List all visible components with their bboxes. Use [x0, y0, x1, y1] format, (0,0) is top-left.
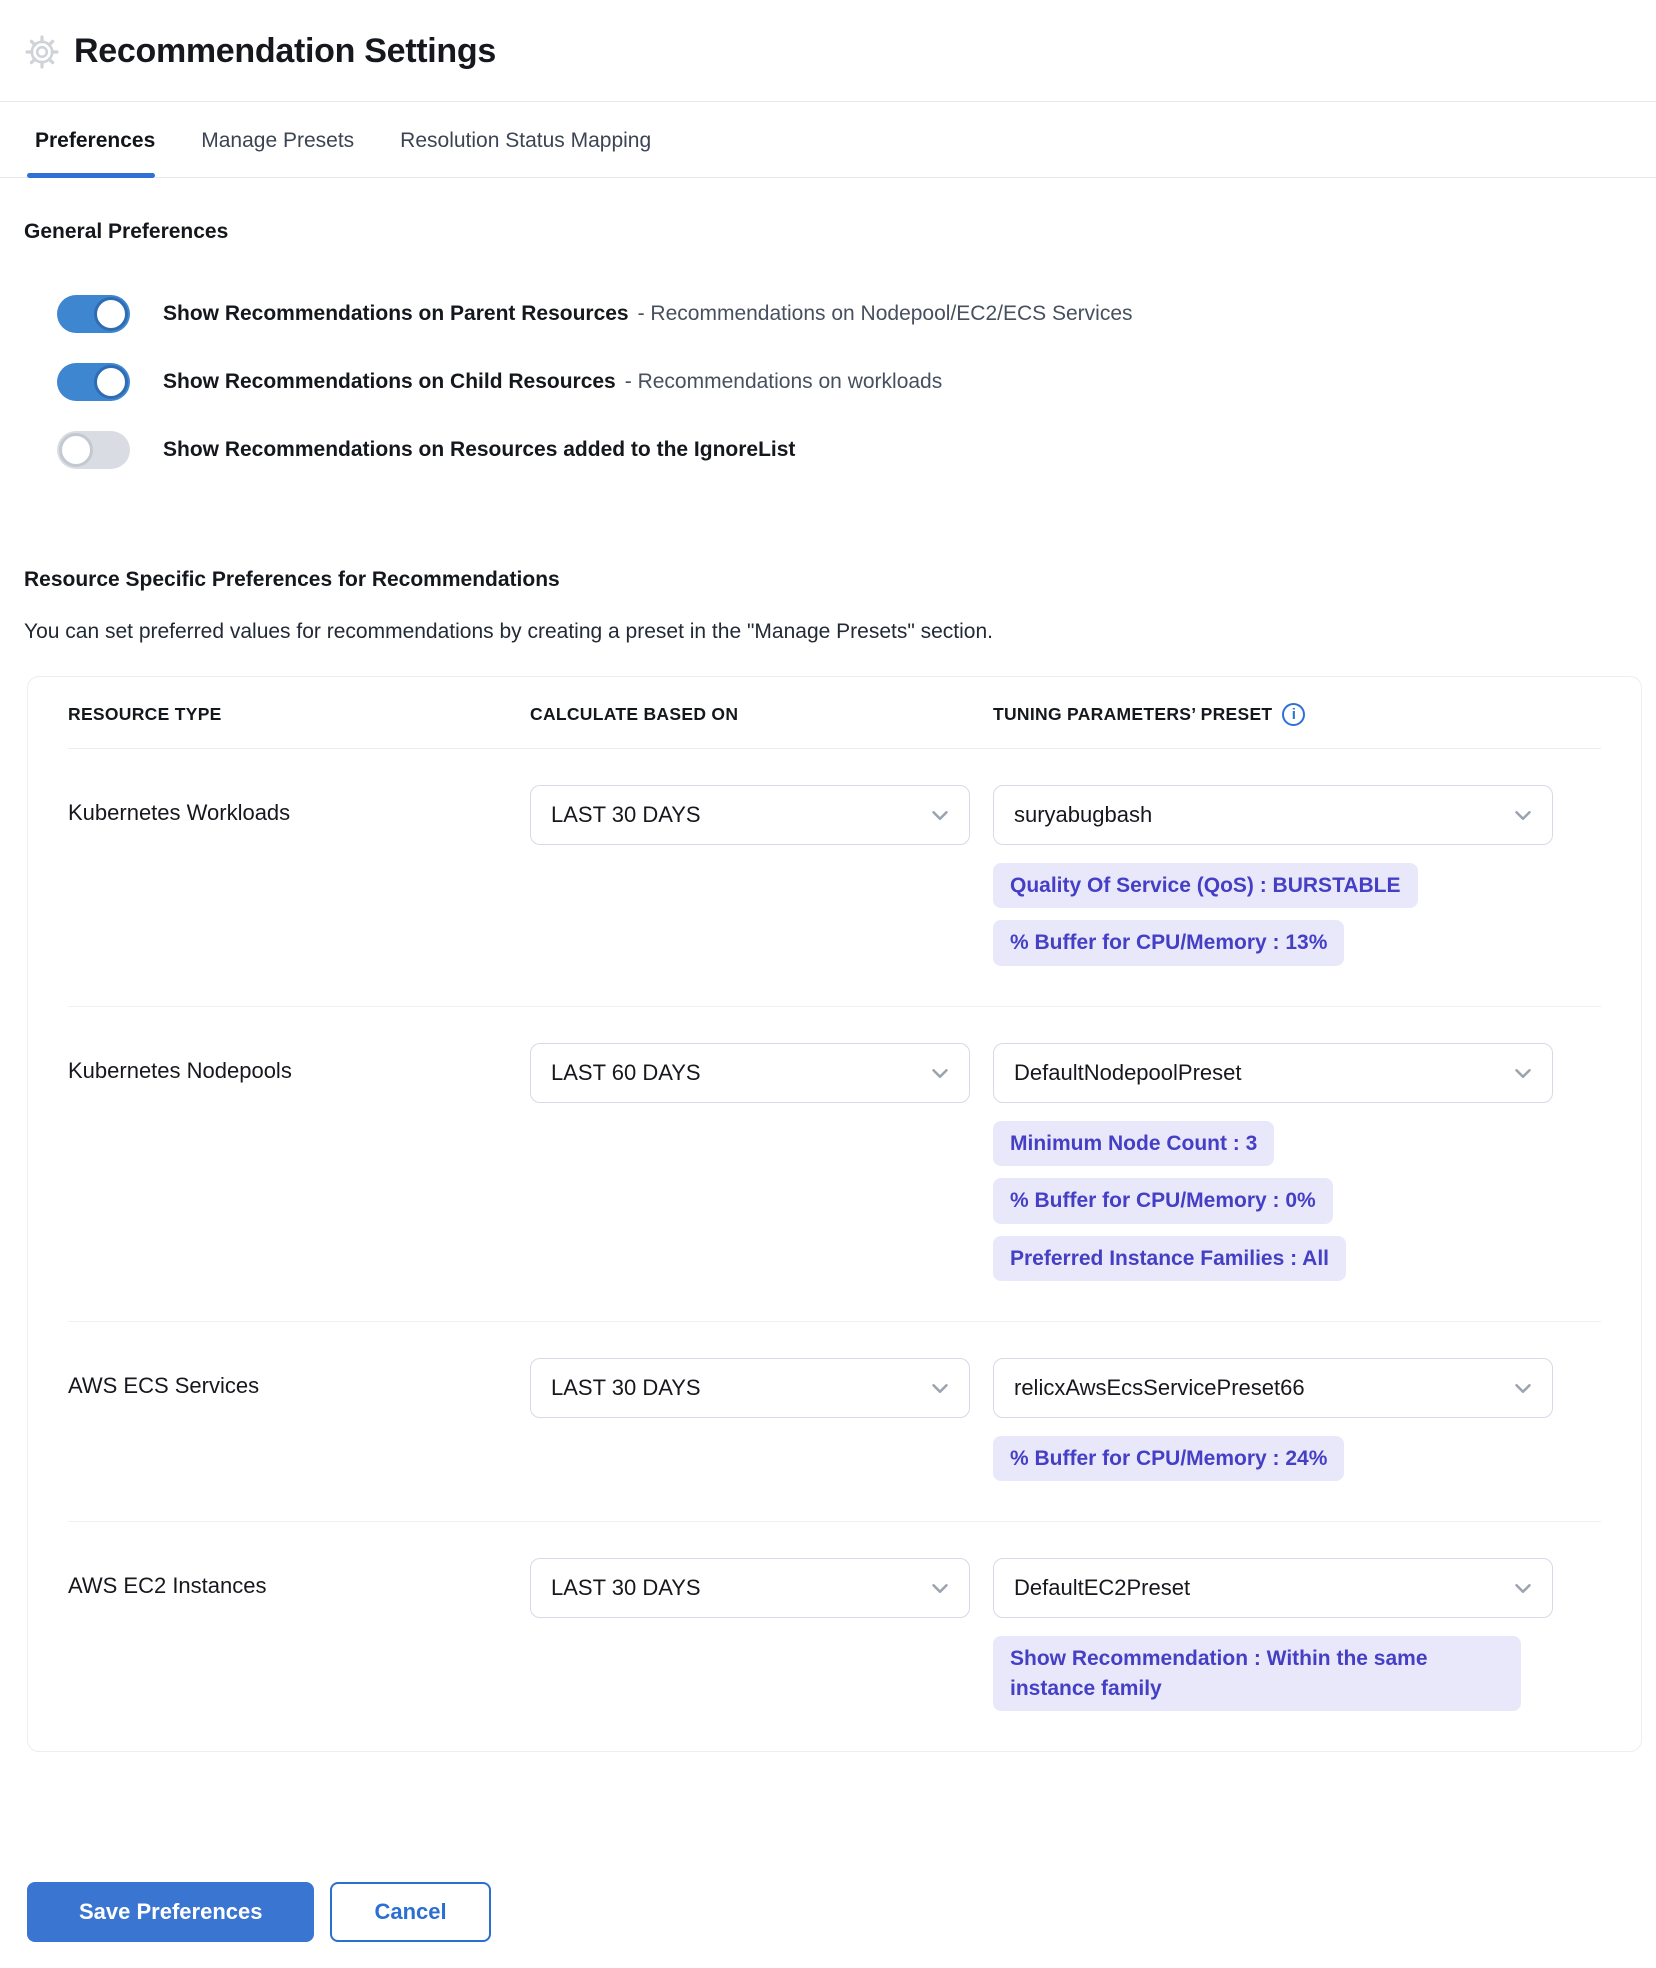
chevron-down-icon	[927, 1575, 953, 1601]
toggle-knob	[94, 365, 128, 399]
preset-badge: Quality Of Service (QoS) : BURSTABLE	[993, 863, 1418, 908]
chevron-down-icon	[1510, 1375, 1536, 1401]
save-preferences-button[interactable]: Save Preferences	[27, 1882, 314, 1942]
select-value: DefaultEC2Preset	[1014, 1575, 1191, 1601]
tuning-preset-select[interactable]	[993, 1043, 1553, 1103]
preset-badge: % Buffer for CPU/Memory : 13%	[993, 920, 1344, 965]
resource-type-label: Kubernetes Nodepools	[68, 1057, 292, 1083]
resource-type-label: AWS ECS Services	[68, 1372, 260, 1398]
preset-badges	[993, 1436, 1601, 1481]
resource-preferences-table	[27, 676, 1642, 1752]
preset-badge: Preferred Instance Families : All	[993, 1236, 1346, 1281]
resource-preferences-description: You can set preferred values for recommendations by creating a preset in the "Manage Presets" section.	[24, 620, 993, 643]
ignorelist-resources-toggle[interactable]	[57, 431, 130, 469]
toggle-row-child-resources	[57, 348, 1656, 416]
chevron-down-icon	[1510, 1575, 1536, 1601]
select-value: LAST 30 DAYS	[551, 802, 701, 827]
table-row-kubernetes-workloads	[68, 749, 1601, 1007]
general-preferences-heading: General Preferences	[24, 220, 229, 243]
toggle-label	[163, 368, 942, 396]
parent-resources-toggle[interactable]	[57, 295, 130, 333]
preset-badges	[993, 1121, 1601, 1281]
chevron-down-icon	[927, 802, 953, 828]
table-header-row	[68, 677, 1601, 749]
tab-bar	[0, 102, 1656, 178]
preset-badge: % Buffer for CPU/Memory : 0%	[993, 1178, 1333, 1223]
table-row-kubernetes-nodepools	[68, 1007, 1601, 1322]
footer-actions	[27, 1882, 1656, 1942]
gear-icon	[24, 34, 60, 70]
select-value: suryabugbash	[1014, 802, 1153, 827]
chevron-down-icon	[1510, 802, 1536, 828]
toggle-label	[163, 300, 1133, 328]
tuning-preset-select[interactable]	[993, 1358, 1553, 1418]
calculate-based-on-select[interactable]	[530, 1358, 970, 1418]
child-resources-toggle[interactable]	[57, 363, 130, 401]
select-value: DefaultNodepoolPreset	[1014, 1059, 1242, 1085]
toggle-description: - Recommendations on workloads	[624, 369, 943, 393]
preset-badges	[993, 1636, 1601, 1711]
toggle-row-ignorelist-resources	[57, 416, 1656, 484]
calculate-based-on-select[interactable]	[530, 785, 970, 845]
chevron-down-icon	[927, 1060, 953, 1086]
tuning-preset-select[interactable]	[993, 785, 1553, 845]
select-value: relicxAwsEcsServicePreset66	[1014, 1374, 1305, 1400]
cancel-button[interactable]: Cancel	[330, 1882, 490, 1942]
toggle-label-text: Show Recommendations on Child Resources	[163, 369, 616, 393]
column-header-calculate-based-on: CALCULATE BASED ON	[530, 704, 739, 724]
tab-manage-presets[interactable]: Manage Presets	[201, 129, 355, 152]
table-row-aws-ecs-services	[68, 1322, 1601, 1522]
chevron-down-icon	[1510, 1060, 1536, 1086]
toggle-description: - Recommendations on Nodepool/EC2/ECS Services	[637, 301, 1133, 325]
toggle-row-parent-resources	[57, 280, 1656, 348]
preset-badge: Show Recommendation : Within the same instance family	[993, 1636, 1521, 1711]
tab-preferences[interactable]: Preferences	[33, 102, 157, 177]
info-icon[interactable]: i	[1282, 703, 1305, 726]
toggle-knob	[94, 297, 128, 331]
toggle-knob	[59, 433, 93, 467]
toggle-label	[163, 436, 795, 464]
calculate-based-on-select[interactable]	[530, 1043, 970, 1103]
preset-badge: % Buffer for CPU/Memory : 24%	[993, 1436, 1344, 1481]
select-value: LAST 60 DAYS	[551, 1059, 701, 1085]
toggle-label-text: Show Recommendations on Parent Resources	[163, 301, 629, 325]
select-value: LAST 30 DAYS	[551, 1575, 701, 1601]
resource-type-label: AWS EC2 Instances	[68, 1573, 267, 1599]
preset-badges	[993, 863, 1601, 966]
general-preferences-toggles	[57, 280, 1656, 484]
column-header-resource-type: RESOURCE TYPE	[68, 704, 222, 724]
chevron-down-icon	[927, 1375, 953, 1401]
tab-resolution-status-mapping[interactable]: Resolution Status Mapping	[400, 129, 652, 152]
resource-type-label: Kubernetes Workloads	[68, 800, 291, 825]
page-title: Recommendation Settings	[74, 32, 496, 70]
preset-badge: Minimum Node Count : 3	[993, 1121, 1274, 1166]
page-header	[0, 0, 1656, 102]
column-header-tuning-preset	[993, 703, 1601, 726]
select-value: LAST 30 DAYS	[551, 1374, 701, 1400]
tuning-preset-select[interactable]	[993, 1558, 1553, 1618]
toggle-label-text: Show Recommendations on Resources added to the IgnoreList	[163, 437, 796, 461]
resource-preferences-heading: Resource Specific Preferences for Recommendations	[24, 568, 560, 591]
calculate-based-on-select[interactable]	[530, 1558, 970, 1618]
column-header-label: TUNING PARAMETERS’ PRESET	[993, 704, 1273, 724]
table-row-aws-ec2-instances	[68, 1522, 1601, 1751]
